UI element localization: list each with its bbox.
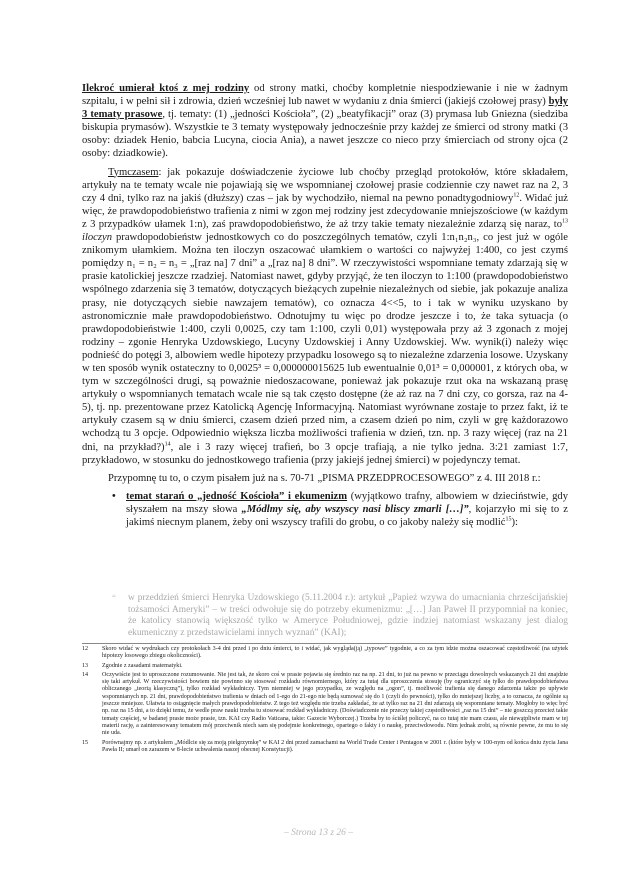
faded-quote-block: [112, 593, 568, 639]
footnote-13: 13 Zgodnie z zasadami matematyki.: [82, 662, 183, 669]
quote-text: w przeddzień śmierci Henryka Uzdowskiego (5.11.2004 r.): artykuł „Papież wzywa do umacniania chrześcijańskiej tożsamości Ameryki” – w treści odwołuje się do potrzeby ekumenizmu: „[…] Jan Paweł II przypomniał na koniec, że katolicy stanowią większość tylko w Ameryce Południowej, gdzie indziej natomiast wskazany jest dialog ekumeniczny z przedstawicielami innych wyznań” (KAI);: [128, 593, 568, 638]
paragraph-1-lead: Ilekroć umierał ktoś z mej rodziny: [82, 83, 250, 94]
paragraph-2-lead: Tymczasem: [108, 166, 159, 178]
footnote-15: 15 Porównajmy np. z artykułem „Módlcie się za moją pielgrzymkę” w KAI 2 dni przed zamachami na World Trade Center i Pentagon w 2001 r. (które były w 100-nym od końca dniu życia Jana Pawła II; umarł on zarazem w 8-lecie uchwalenia naszej obecnej Konstytucji).: [82, 739, 568, 753]
page-number-footer: – Strona 13 z 26 –: [283, 828, 354, 838]
paragraph-1: Ilekroć umierał ktoś z mej rodziny od strony matki, choćby kompletnie niespodziewanie i nie w żadnym szpitalu, i w pełni sił i zdrowia, dzień wcześniej lub nawet w wydaniu z dnia śmierci (jakiejś czołowej prasy) były 3 tematy prasowe, tj. tematy: (1) „jedności Kościoła”, (2) „beatyfikacji” oraz (3) prymasa lub Gniezna (siedziba biskupia prymasów). Wszystkie te 3 tematy występowały jednocześnie przy każdej ze śmierci od strony matki (3 osoby: dziadek Henio, babcia Lucyna, ciocia Ania), a nawet jeszcze co nieco przy śmierciach od strony ojca (2 osoby: dziadkowie).: [82, 83, 569, 160]
paragraph-1-emphasis: były 3 tematy prasowe: [82, 96, 568, 121]
bullet-text: temat starań o „jedność Kościoła” i ekumenizm (wyjątkowo trafny, albowiem w dzieciństwie, gdy słyszałem na mszy słowa „Módlmy się, aby wszyscy nasi bliscy zmarli […]”, kojarzyło mi się to z jakimś niecnym planem, żeby oni wszyscy trafili do grobu, o co jakoby należy się modlić$^{15}$):: [126, 490, 569, 528]
main-text: [82, 82, 568, 529]
footnote-ref-14[interactable]: 14: [164, 441, 171, 447]
footnote-ref-12[interactable]: 12: [513, 192, 520, 199]
paragraph-3: Przypomnę tu to, o czym pisałem już na s. 70-71 „PISMA PRZEDPROCESOWEGO” z 4. III 2018 r.:: [108, 472, 541, 484]
footnotes: [82, 646, 568, 756]
footnote-14: 14 Oczywiście jest to uproszczone rozumowanie. Nie jest tak, że skoro coś w prasie pojawia się średnio raz na np. 21 dni, to już na pewno w przeciągu dowolnych wskazanych 21 dni znajdzie się taki artykuł. W rzeczywistości bowiem nie powinno się stosować rozkładu równomiernego, który za tutaj dla uproszczenia stosuję (by ograniczyć się tylko do prawdopodobieństwa obliczanego „teorią klasyczną”), tylko rozkład wykładniczy. Tym niemniej w jego przypadku, ze względu na „ogon”, tj. możliwość trafienia się danego zdarzenia także po upływie wspomnianych np. 21 dni, prawdopodobieństwo trafienia w dniach od 1-ego do 21-ego nie będą sumować się do 1 (czyli do pewności), tylko do mniejszej liczby, a to oznacza, że ogólnie są jeszcze mniejsze. Ułatwia to osiągnięcie małych prawdopodobieństw. Z tego też względu nie trzeba zakładać, że aż tylko raz na 21 dni zdarzają się wspomniane tematy. Mogłoby to więc być np. raz na 15 dni, a to dzięki temu, że wedle praw nauki trzeba tu stosować rozkład wykładniczy. (Doświadczenie nie przeczy takiej częstotliwości „raz na 15 dni” – nie goszczą przecież takie tematy częściej, w badanej prasie może prasie, tzn. KAI czy Radio Vaticana, takie: Gazecie Wyborczej.) Trzeba by to ściślej policzyć, na co tutaj nie mam czasu, ale niewątpliwie mam w tej materii rację, a zainteresowany tematem mój przeciwnik niech sam się podejmie konkretnego, opartego o fakty i o naukę, przeciwdowodu. Nim jednak zrobi, są równie pewne, że mu to się nie uda.: [82, 671, 568, 737]
footnote-separator: [82, 643, 568, 644]
prayer-quote: „Módlmy się, aby wszyscy nasi bliscy zmarli […]”: [241, 503, 469, 515]
footnote-ref-13[interactable]: 13: [562, 218, 568, 225]
footnote-ref-15[interactable]: 15: [505, 516, 512, 523]
quote-mark: “: [112, 593, 116, 603]
paragraph-2: Tymczasem: jak pokazuje doświadczenie życiowe lub choćby przegląd protokołów, które składałem, artykuły na te tematy wcale nie pojawiają się we wspomnianej czołowej prasie codziennie czy nawet raz na 2, 3 czy 4 dni, tylko raz na jakiś (dłuższy) czas – jak by wychodziło, niemal na pewno ponadtygodniowy$^{12}$. Widać już więc, że prawdopodobieństwo trafienia z nimi w zgon mej rodziny jest zdecydowanie mniejszościowe (w każdym z 3 przypadków ułamek 1:n), zaś prawdopodobieństwo, że aż trzy takie tematy niezależnie zdarzą się naraz, $to^{13}$ iloczyn prawdopodobieństw jednostkowych co do poszczególnych tematów, czyli 1:n₁n₂n₃, co jest już w ogóle znikomym ułamkiem. Można ten iloczyn oszacować ułamkiem o wartości co najwyżej 1:400, co jest czymś pomiędzy n₁ = n₂ = n₃ = „[raz na] 7 dni” a „[raz na] 8 dni”. W rzeczywistości wspomniane tematy zdarzają się w prasie katolickiej jeszcze rzadziej. Natomiast nawet, gdyby przyjąć, że ten iloczyn to 1:100 (prawdopodobieństwo wspólnego zdarzenia się 3 tematów, dotyczących bieżących zupełnie niezależnych od siebie, jak pokazuje analiza prasy, nie dotyczących siebie nawzajem tematów), co oznacza 4<<5, to i tak w wyniku uzyskano by astronomicznie małe prawdopodobieństwo. Odnotujmy tu więc po drodze jeszcze i to, że taka sytuacja (o prawdopodobieństwie 1:400, czyli 0,0025, czy tam 1:100, czyli 0,01) występowała przy aż 3 zgonach z mojej rodziny – zgonie Henryka Uzdowskiego, Lucyny Uzdowskiej i Anny Uzdowskiej. Ww. wynik(i) należy więc podnieść do potęgi 3, albowiem wedle hipotezy przypadku losowego są to niezależne zdarzenia losowe. Uzyskany w ten sposób wynik ostateczny to 0,0025³ = 0,000000015625 lub ewentualnie 0,01³ = 0,000001, z których oba, w tym w szczególności drugi, są poważnie niedoszacowane, ponieważ jak pokazuje rzut oka na wskazaną prasę artykuły o wspomnianych tematach wcale nie są tak często dostępne (że aż raz na 7 dni czy, co gorsza, raz na 4-5), tj. np. prezentowane przez Katolicką Agencję Informacyjną. Natomiast wyrównane zostaje to przez fakt, iż te artykuły czasem są w dniu śmierci, czasem dzień przed nim, a czasem dzień po nim, czyli w grę każdorazowo wchodzą tu 3 opcje. Odpowiednio większa liczba możliwości trafienia w dzień, tzn. np. 3 razy więcej (raz na 21 dni, na przykład?)$^{14}$, ale i 3 razy więcej trafień, bo 3 opcje trafiają, a nie tylko jedna. 3:21 zamiast 1:7, przykładowo, w stosunku do jednostkowego trafienia (przy jakiejś jednej śmierci) w pojedynczy temat.: [82, 166, 568, 466]
bullet-heading: temat starań o „jedność Kościoła” i ekumenizm: [126, 490, 348, 502]
bullet-marker: •: [112, 490, 116, 502]
footnote-12: 12 Skoro widać w wydrukach czy protokołach 3-4 dni przed i po dniu śmierci, to i widać, jak wygląda(ją) „typowe” tygodnie, a co za tym idzie można oszacować częstotliwość (na użytek hipotezy losowego zbiegu okoliczności).: [82, 646, 568, 660]
bullet-item: [112, 490, 568, 529]
